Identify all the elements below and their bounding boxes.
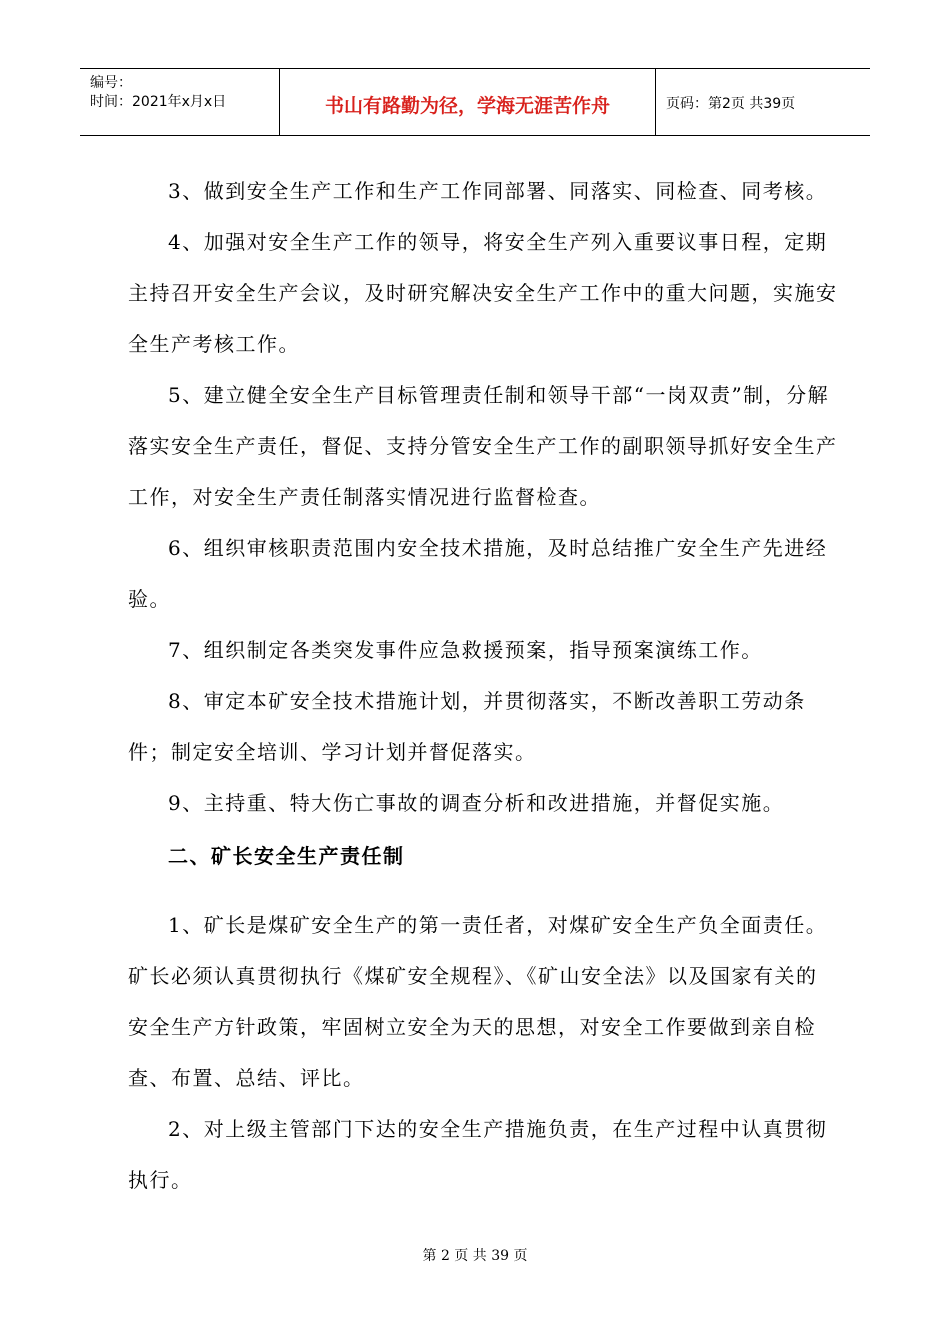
paragraph: 7、组织制定各类突发事件应急救援预案，指导预案演练工作。 xyxy=(168,638,763,662)
paragraph: 3、做到安全生产工作和生产工作同部署、同落实、同检查、同考核。 xyxy=(168,179,828,203)
paragraph: 5、建立健全安全生产目标管理责任制和领导干部“一岗双责”制，分解落实安全生产责任，督促、支持分管安全生产工作的副职领导抓好安全生产工作，对安全生产责任制落实情况进行监督检查。 xyxy=(128,383,838,509)
paragraph: 8、审定本矿安全技术措施计划，并贯彻落实，不断改善职工劳动条件；制定安全培训、学习计划并督促落实。 xyxy=(128,689,806,764)
paragraph: 2、对上级主管部门下达的安全生产措施负责，在生产过程中认真贯彻执行。 xyxy=(128,1117,828,1192)
paragraph: 9、主持重、特大伤亡事故的调查分析和改进措施，并督促实施。 xyxy=(168,791,785,815)
paragraph: 4、加强对安全生产工作的领导，将安全生产列入重要议事日程，定期主持召开安全生产会议，及时研究解决安全生产工作中的重大问题，实施安全生产考核工作。 xyxy=(128,230,838,356)
document-body xyxy=(128,166,838,1206)
document-number-label: 编号： xyxy=(90,75,132,91)
header-meta xyxy=(80,69,280,135)
page-footer: 第 2 页 共 39 页 xyxy=(422,1248,528,1264)
header-page-info: 页码：第2页 共39页 xyxy=(666,96,796,112)
page-header xyxy=(80,68,870,136)
header-motto: 书山有路勤为径，学海无涯苦作舟 xyxy=(280,69,656,135)
section-heading: 二、矿长安全生产责任制 xyxy=(168,844,405,868)
paragraph: 6、组织审核职责范围内安全技术措施，及时总结推广安全生产先进经验。 xyxy=(128,536,828,611)
document-date: 时间：2021年x月x日 xyxy=(90,94,227,110)
paragraph: 1、矿长是煤矿安全生产的第一责任者，对煤矿安全生产负全面责任。矿长必须认真贯彻执行《煤矿安全规程》、《矿山安全法》以及国家有关的安全生产方针政策，牢固树立安全为天的思想，对安全工作要做到亲自检查、布置、总结、评比。 xyxy=(128,913,828,1090)
